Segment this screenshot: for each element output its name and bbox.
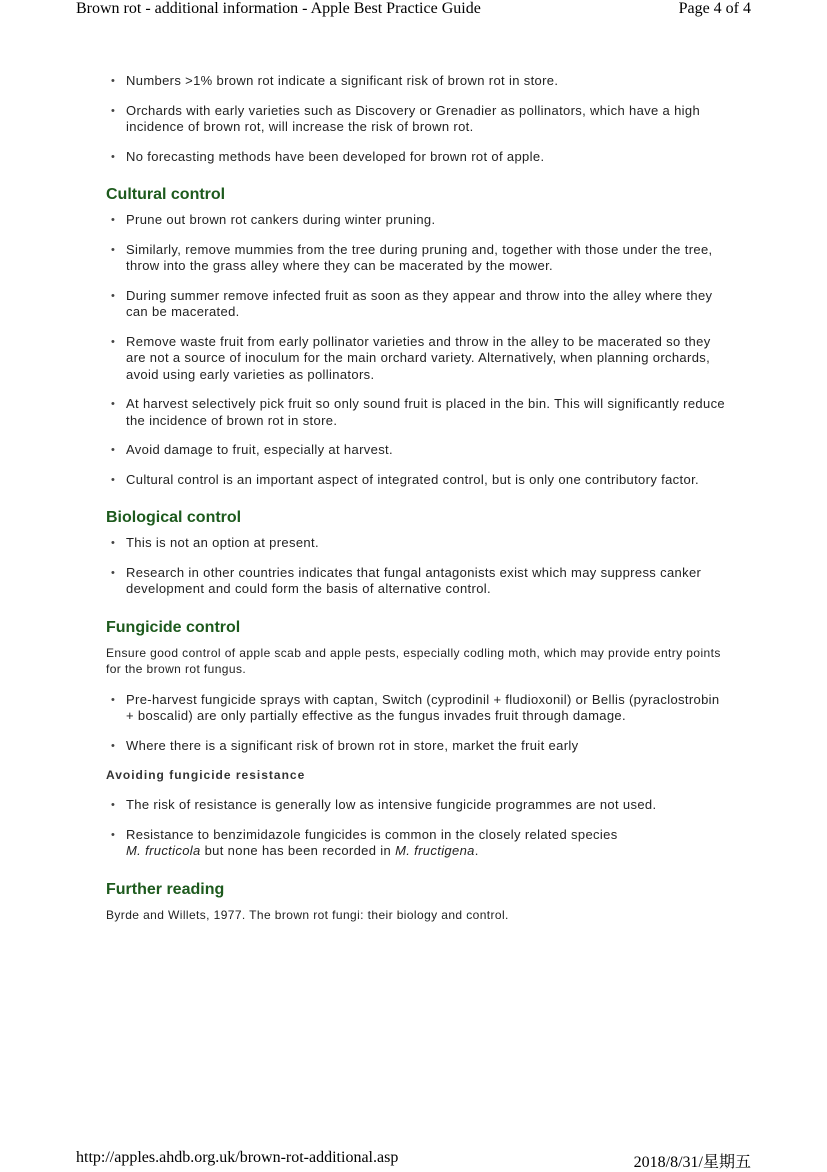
list-item: • Cultural control is an important aspect of integrated control, but is only one contributory factor.: [106, 472, 726, 489]
heading-cultural-control: Cultural control: [106, 186, 226, 203]
list-item: • Numbers >1% brown rot indicate a significant risk of brown rot in store.: [106, 73, 726, 90]
print-date: 2018/8/31/星期五: [633, 1154, 751, 1171]
list-item: • During summer remove infected fruit as soon as they appear and throw into the alley where they can be macerated.: [106, 288, 726, 321]
species-name: M. fructigena: [395, 843, 475, 858]
text-span: Resistance to benzimidazole fungicides is common in the closely related species: [126, 826, 618, 842]
list-item: • At harvest selectively pick fruit so only sound fruit is placed in the bin. This will significantly reduce the incidence of brown rot in store.: [106, 396, 726, 429]
list-item: • The risk of resistance is generally low as intensive fungicide programmes are not used.: [106, 797, 726, 814]
list-item: • Prune out brown rot cankers during winter pruning.: [106, 212, 726, 229]
list-item: • Pre-harvest fungicide sprays with captan, Switch (cyprodinil + fludioxonil) or Bellis (pyraclostrobin + boscalid) are only partially effective as the fungus invades fruit through damage.: [106, 692, 726, 725]
list-item: • Orchards with early varieties such as Discovery or Grenadier as pollinators, which have a high incidence of brown rot, will increase the risk of brown rot.: [106, 103, 726, 136]
list-item: • No forecasting methods have been developed for brown rot of apple.: [106, 149, 726, 166]
list-item: • This is not an option at present.: [106, 535, 726, 552]
biological-list: [106, 535, 726, 598]
reference-text: Byrde and Willets, 1977. The brown rot fungi: their biology and control.: [106, 907, 509, 922]
fungicide-intro: Ensure good control of apple scab and apple pests, especially codling moth, which may provide entry points for the brown rot fungus.: [106, 645, 721, 676]
document-title: Brown rot - additional information - Apple Best Practice Guide: [76, 0, 481, 17]
heading-fungicide-control: Fungicide control: [106, 618, 241, 636]
heading-avoiding-fungicide-resistance: Avoiding fungicide resistance: [106, 768, 306, 782]
cultural-list: [106, 212, 726, 488]
list-item: • Remove waste fruit from early pollinator varieties and throw in the alley to be macerated so they are not a source of inoculum for the main orchard variety. Alternatively, when planning orchards, avoid using early varieties as pollinators.: [106, 334, 726, 384]
text-span: but none has been recorded in: [200, 843, 396, 858]
page-url: http://apples.ahdb.org.uk/brown-rot-additional.asp: [76, 1149, 399, 1166]
resistance-list: [106, 797, 726, 860]
print-header: [76, 0, 751, 18]
list-item: • Where there is a significant risk of brown rot in store, market the fruit early: [106, 738, 726, 755]
page-number: Page 4 of 4: [678, 0, 751, 17]
list-item: • Similarly, remove mummies from the tree during pruning and, together with those under the tree, throw into the grass alley where they can be macerated by the mower.: [106, 242, 726, 275]
list-item: • Avoid damage to fruit, especially at harvest.: [106, 442, 726, 459]
fungicide-list: [106, 692, 726, 755]
article-content: [106, 73, 726, 923]
list-item: [106, 827, 726, 860]
heading-biological-control: Biological control: [106, 509, 242, 526]
text-span: .: [474, 843, 479, 858]
intro-list: [106, 73, 726, 165]
species-name: M. fructicola: [126, 843, 201, 858]
list-item: • Research in other countries indicates that fungal antagonists exist which may suppress canker development and could form the basis of alternative control.: [106, 565, 726, 598]
heading-further-reading: Further reading: [106, 880, 225, 898]
